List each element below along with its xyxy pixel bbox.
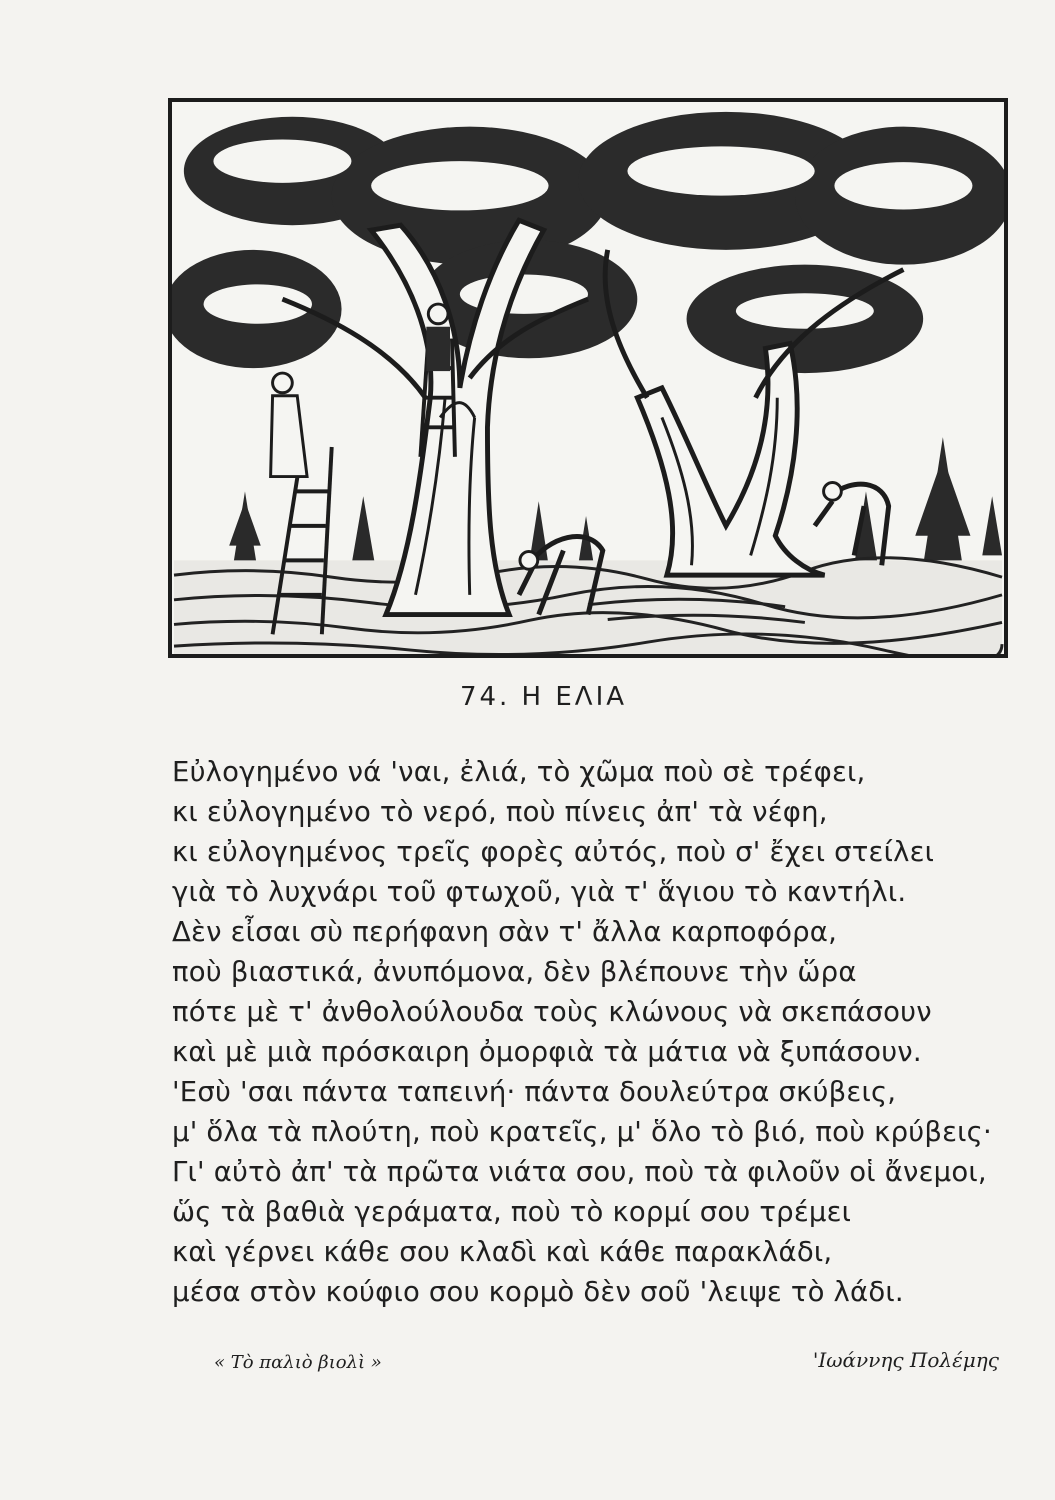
man-in-tree <box>426 304 450 371</box>
poem-line: μ' ὅλα τὰ πλούτη, ποὺ κρατεῖς, μ' ὅλο τὸ βιό, ποὺ κρύβεις· <box>172 1116 992 1148</box>
poem-line: γιὰ τὸ λυχνάρι τοῦ φτωχοῦ, γιὰ τ' ἅγιου τὸ καντήλι. <box>172 876 907 908</box>
poem-line: 'Εσὺ 'σαι πάντα ταπεινή· πάντα δουλεύτρα σκύβεις, <box>172 1076 897 1108</box>
poem-line: καὶ μὲ μιὰ πρόσκαιρη ὀμορφιὰ τὰ μάτια νὰ ξυπάσουν. <box>172 1036 922 1068</box>
poem-line: Εὐλογημένο νά 'ναι, ἐλιά, τὸ χῶμα ποὺ σὲ τρέφει, <box>172 756 866 788</box>
poem-title: 74. Η ΕΛΙΑ <box>459 682 628 712</box>
poem-author: 'Ιωάννης Πολέμης <box>812 1348 999 1372</box>
olive-harvest-illustration <box>168 98 1008 658</box>
poem-line: καὶ γέρνει κάθε σου κλαδὶ καὶ κάθε παρακλάδι, <box>172 1236 833 1268</box>
poem-source: « Τὸ παλιὸ βιολὶ » <box>214 1352 382 1373</box>
poem-body <box>172 752 1032 1312</box>
poem-line: ὥς τὰ βαθιὰ γεράματα, ποὺ τὸ κορμί σου τρέμει <box>172 1196 852 1228</box>
poem-line: κι εὐλογημένος τρεῖς φορὲς αὐτός, ποὺ σ' ἔχει στείλει <box>172 836 935 868</box>
poem-line: κι εὐλογημένο τὸ νερό, ποὺ πίνεις ἀπ' τὰ νέφη, <box>172 796 828 828</box>
poem-line: μέσα στὸν κούφιο σου κορμὸ δὲν σοῦ 'λειψε τὸ λάδι. <box>172 1276 904 1308</box>
poem-line: Δὲν εἶσαι σὺ περήφανη σὰν τ' ἄλλα καρποφόρα, <box>172 916 838 948</box>
poem-line: πότε μὲ τ' ἀνθολούλουδα τοὺς κλώνους νὰ σκεπάσουν <box>172 996 932 1028</box>
woodcut-drawing <box>172 102 1004 654</box>
poem-line: ποὺ βιαστικά, ἀνυπόμονα, δὲν βλέπουνε τὴν ὥρα <box>172 956 857 988</box>
poem-line: Γι' αὐτὸ ἀπ' τὰ πρῶτα νιάτα σου, ποὺ τὰ φιλοῦν οἱ ἄνεμοι, <box>172 1156 987 1188</box>
